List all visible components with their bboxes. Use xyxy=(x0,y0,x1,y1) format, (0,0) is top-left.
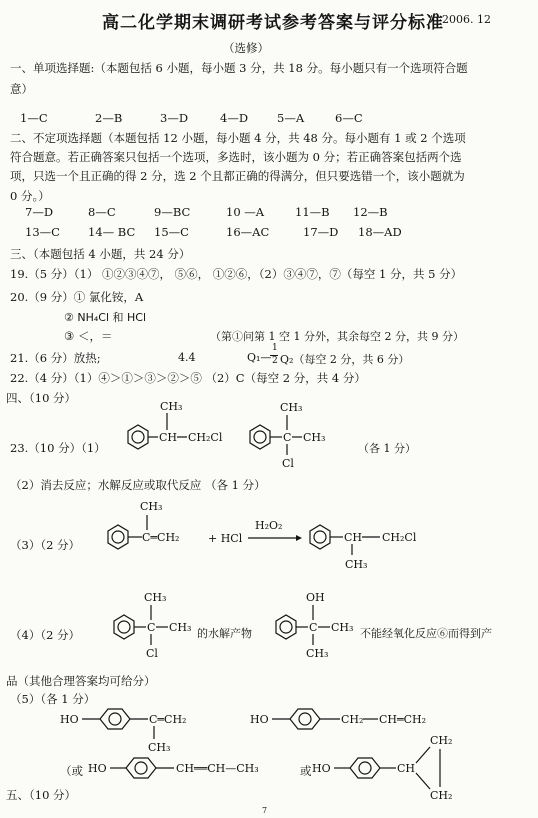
section2-heading-line1: 二、不定项选择题（本题包括 12 小题，每小题 4 分，共 48 分。每小题有 1 或 2 个选项 xyxy=(10,131,466,145)
answer-2: 2—B xyxy=(95,111,123,125)
atom-ch-eq-ch2: CH═CH₂ xyxy=(379,713,427,726)
atom-ho: HO xyxy=(60,713,79,726)
atom-ch3: CH₃ xyxy=(345,558,368,571)
atom-ch3: CH₃ xyxy=(148,741,171,754)
structure-part5-c xyxy=(88,742,328,792)
reaction-scheme-part3 xyxy=(90,495,530,575)
section2-heading-line2: 符合题意。若正确答案只包括一个选项，多选时，该小题为 0 分；若正确答案包括两个选 xyxy=(10,150,462,164)
answer-3: 3—D xyxy=(160,111,189,125)
section5-heading: 五、（10 分） xyxy=(6,788,77,802)
question-23-label: 23.（10 分）（1） xyxy=(10,441,106,455)
question-20-line3: ③ ＜，＝ xyxy=(64,329,113,343)
question-23-part5: （5）（各 1 分） xyxy=(10,692,96,706)
answer-9: 9—BC xyxy=(154,205,191,219)
section3-heading: 三、（本题包括 4 小题，共 24 分） xyxy=(10,247,191,261)
structure-part5-d xyxy=(312,727,502,807)
question-20-line2: ② NH₄Cl 和 HCl xyxy=(64,311,147,324)
atom-ch2cl: CH₂Cl xyxy=(188,431,223,444)
fraction-denominator: 2 xyxy=(272,356,278,366)
atom-ch3: CH₃ xyxy=(169,621,192,634)
page-subtitle: （选修） xyxy=(223,41,269,55)
question-22: 22.（4 分）（1）④＞①＞③＞②＞⑤ （2）C（每空 2 分，共 4 分） xyxy=(10,371,366,385)
reaction-arrow-head xyxy=(296,535,302,541)
reagent-h2o2: H₂O₂ xyxy=(255,519,283,532)
atom-ch3: CH₃ xyxy=(306,647,329,660)
section2-heading-line4: 0 分。） xyxy=(10,189,50,203)
atom-c: C xyxy=(309,621,318,634)
question-20-note: （第①问第 1 空 1 分外，其余每空 2 分，共 9 分） xyxy=(210,330,464,343)
answer-1: 1—C xyxy=(20,111,48,125)
answer-11: 11—B xyxy=(295,205,330,219)
atom-ch3: CH₃ xyxy=(331,621,354,634)
question-20-line1: 20.（9 分）① 氯化铵，A xyxy=(10,290,144,304)
atom-ch2cl: CH₂Cl xyxy=(382,531,417,544)
answer-6: 6—C xyxy=(335,111,363,125)
atom-ch: CH xyxy=(159,431,178,444)
atom-oh: OH xyxy=(306,591,325,604)
document-date: 2006. 12 xyxy=(442,13,491,26)
question-23-score1: （各 1 分） xyxy=(358,442,416,455)
answer-14: 14— BC xyxy=(88,225,136,239)
atom-cl: Cl xyxy=(282,457,294,470)
question-23-part4: （4）（2 分） xyxy=(10,628,81,642)
answer-7: 7—D xyxy=(25,205,54,219)
answer-4: 4—D xyxy=(220,111,249,125)
question-23-part4-text2: 不能经氧化反应⑥而得到产 xyxy=(360,627,492,640)
answer-13: 13—C xyxy=(25,225,60,239)
section1-heading-line1: 一、单项选择题:（本题包括 6 小题，每小题 3 分，共 18 分。每小题只有一个选项符合题 xyxy=(10,61,468,75)
atom-c: C xyxy=(283,431,292,444)
atom-ho: HO xyxy=(312,762,331,775)
atom-ch3: CH₃ xyxy=(280,401,303,414)
question-21-label: 21.（6 分）放热; xyxy=(10,351,101,365)
page-number: 7 xyxy=(262,806,268,815)
reagent-hcl: + HCl xyxy=(208,532,243,545)
atom-c-eq-ch2: C═CH₂ xyxy=(142,531,180,544)
question-23-or-open: （或 xyxy=(60,764,83,778)
atom-ch2: CH₂ xyxy=(430,789,453,802)
question-23-part4-continued: 品（其他合理答案均可给分） xyxy=(6,674,156,688)
atom-ch: CH xyxy=(344,531,363,544)
atom-ch2: CH₂ xyxy=(430,734,453,747)
atom-ch3: CH₃ xyxy=(303,431,326,444)
question-21-value: 4.4 xyxy=(178,351,196,364)
atom-ch: CH xyxy=(397,762,416,775)
atom-ho: HO xyxy=(88,762,107,775)
question-21-q2: Q₂（每空 2 分，共 6 分） xyxy=(280,353,410,366)
answer-8: 8—C xyxy=(88,205,116,219)
answer-5: 5—A xyxy=(277,111,305,125)
section1-heading-line2: 意） xyxy=(10,82,33,96)
atom-ch-eq-ch-ch3: CH══CH—CH₃ xyxy=(176,762,259,775)
atom-c-eq-ch2: C═CH₂ xyxy=(149,713,187,726)
answer-16: 16—AC xyxy=(226,225,270,239)
page-title: 高二化学期末调研考试参考答案与评分标准 xyxy=(102,13,444,33)
answer-10: 10 —A xyxy=(226,205,265,219)
question-21-q1: Q₁— xyxy=(247,351,272,364)
structure-2-phenylpropyl-chloride xyxy=(110,395,230,475)
question-19: 19.（5 分）（1） ①②③④⑦， ⑤⑥， ①②⑥，（2）③④⑦，⑦（每空 1 分，共 5 分） xyxy=(10,267,463,281)
answer-12: 12—B xyxy=(353,205,388,219)
question-23-part4-text1: 的水解产物 xyxy=(197,627,252,640)
atom-cl: Cl xyxy=(146,647,158,660)
atom-c: C xyxy=(147,621,156,634)
fraction-numerator: 1 xyxy=(272,343,278,353)
atom-ch3: CH₃ xyxy=(140,500,163,513)
atom-ho: HO xyxy=(250,713,269,726)
question-23-part3: （3）（2 分） xyxy=(10,538,81,552)
section4-heading: 四、（10 分） xyxy=(6,391,77,405)
question-23-part2: （2）消去反应；水解反应或取代反应 （各 1 分） xyxy=(10,478,266,492)
answer-18: 18—AD xyxy=(358,225,402,239)
question-23-or2: 或 xyxy=(300,764,312,778)
atom-ch3: CH₃ xyxy=(160,400,183,413)
answer-15: 15—C xyxy=(154,225,189,239)
structure-2-chloro-2-phenylpropane xyxy=(232,395,352,475)
answer-17: 17—D xyxy=(303,225,339,239)
section2-heading-line3: 项，只选一个且正确的得 2 分，选 2 个且都正确的得满分，但只要选错一个，该小题就为 xyxy=(10,169,465,183)
atom-ch3: CH₃ xyxy=(144,591,167,604)
atom-ch2: CH₂ xyxy=(341,713,364,726)
